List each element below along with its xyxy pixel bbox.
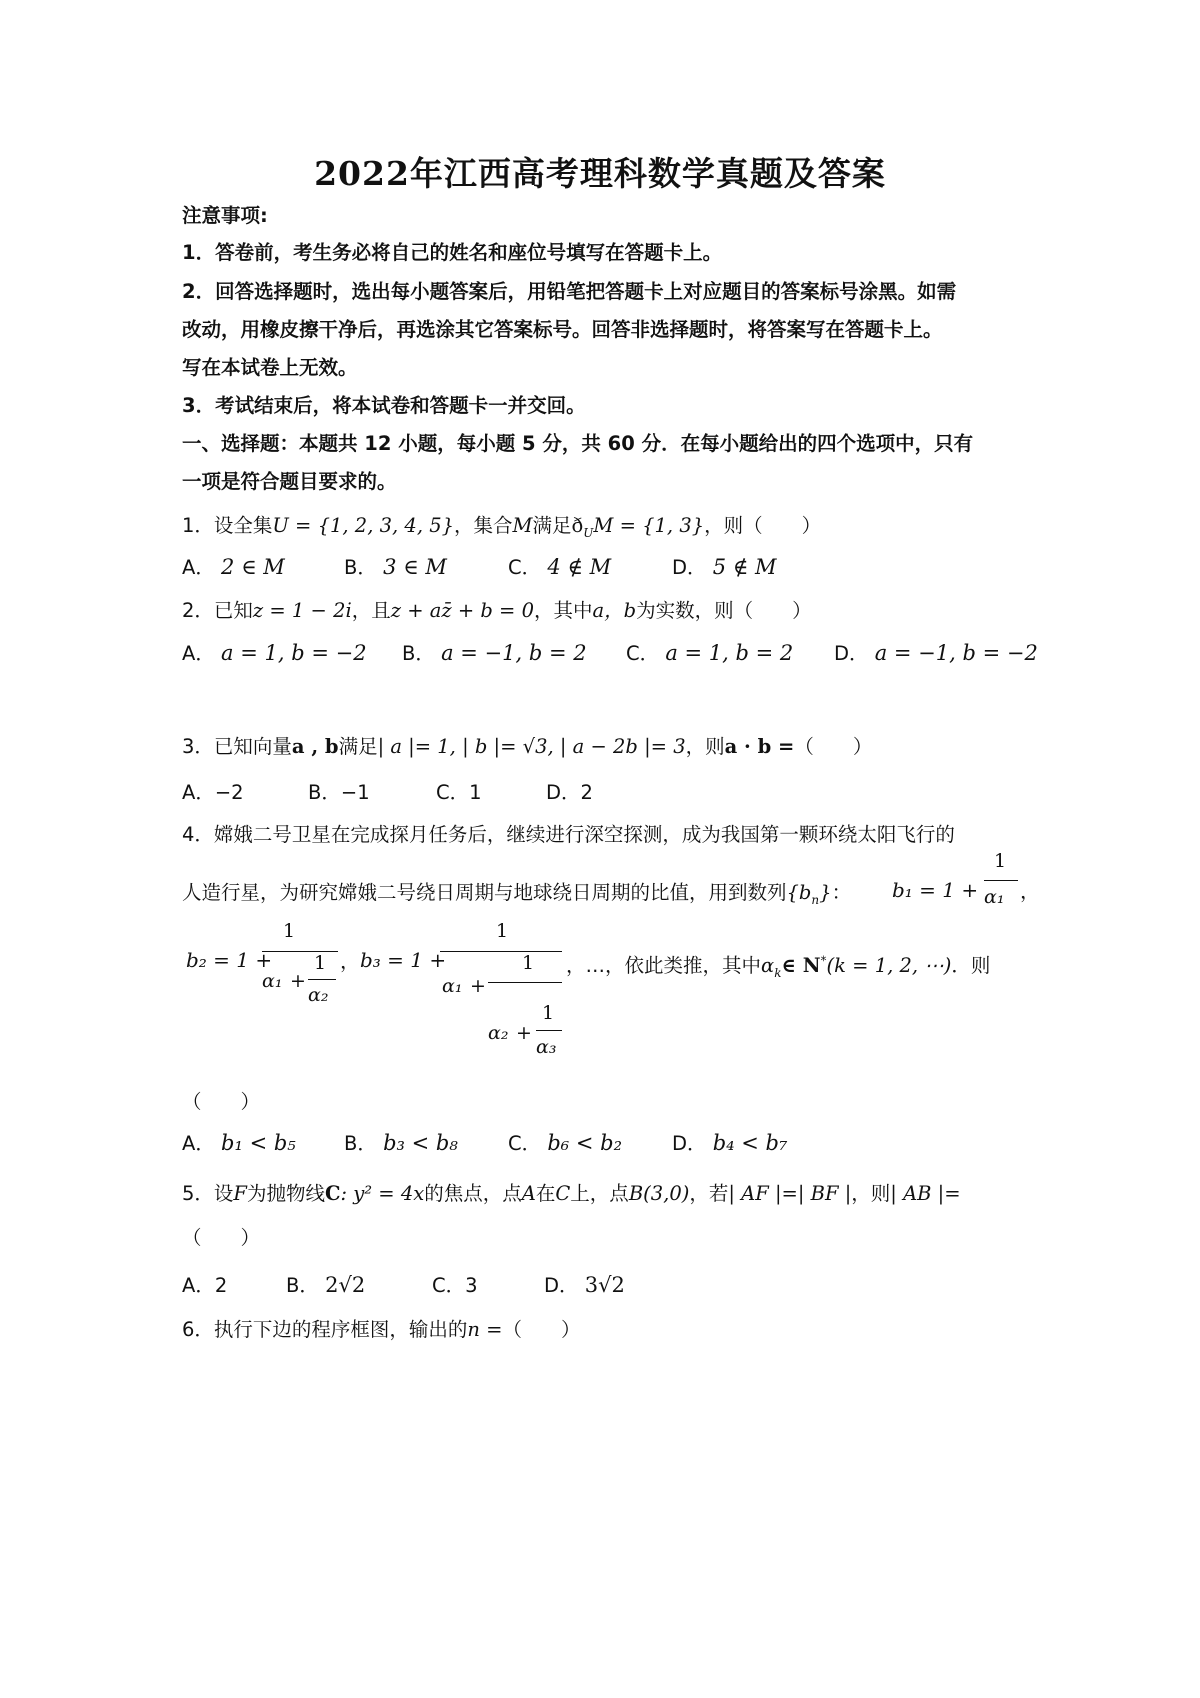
b2-fraction-bar <box>262 951 338 952</box>
b1-comma: ， <box>1020 879 1040 903</box>
q2-option-c: C． a = 1, b = 2 <box>626 641 794 665</box>
question-4-line1: 4．嫦娥二号卫星在完成探月任务后，继续进行深空探测，成为我国第一颗环绕太阳飞行的 <box>182 823 955 846</box>
b1-formula: b₁ = 1 + <box>892 878 979 902</box>
q1-option-d: D． 5 ∉ M <box>672 555 777 579</box>
q5-option-b: B． 2√2 <box>286 1273 366 1297</box>
notice-item-2-cont2: 写在本试卷上无效。 <box>182 356 358 379</box>
q1-option-c: C． 4 ∉ M <box>508 555 612 579</box>
notice-item-2: 2．回答选择题时，选出每小题答案后，用铅笔把答题卡上对应题目的答案标号涂黑。如需 <box>182 280 957 303</box>
question-6: 6．执行下边的程序框图，输出的n =（ ） <box>182 1318 581 1341</box>
q3-option-a: A．−2 <box>182 781 244 804</box>
q2-option-a: A． a = 1, b = −2 <box>182 641 367 665</box>
q1-option-b: B． 3 ∈ M <box>344 555 447 579</box>
b3-fraction-bar <box>440 951 562 952</box>
b1-denominator: α₁ <box>984 886 1005 908</box>
q4-option-c: C． b₆ < b₂ <box>508 1131 622 1155</box>
b3-inner-bar <box>536 1030 562 1031</box>
question-1: 1．设全集U = {1, 2, 3, 4, 5}，集合M满足$ð_UM = \{1$, 3}，则（ ） <box>182 514 822 540</box>
b3-formula: b₃ = 1 + <box>360 948 447 972</box>
question-3: 3．已知向量a , b满足| a |= 1, | b |= √3, | a − 2b |= 3，则a · b =（ ） <box>182 735 873 758</box>
notice-item-3: 3．考试结束后，将本试卷和答题卡一并交回。 <box>182 394 586 417</box>
q3-option-b: B．−1 <box>308 781 370 804</box>
b3-plus1: + <box>470 975 486 997</box>
page-title: 2022年江西高考理科数学真题及答案 <box>314 154 886 193</box>
b3-mid-bar <box>488 982 562 983</box>
notice-item-1: 1．答卷前，考生务必将自己的姓名和座位号填写在答题卡上。 <box>182 241 723 264</box>
b2-formula: b₂ = 1 + <box>186 948 273 972</box>
q5-option-c: C．3 <box>432 1274 478 1297</box>
question-4-line2: 人造行星，为研究嫦娥二号绕日周期与地球绕日周期的比值，用到数列$\{b_n\}$： <box>182 881 852 907</box>
b3-plus2: + <box>516 1022 532 1044</box>
q2-option-b: B． a = −1, b = 2 <box>402 641 587 665</box>
section-heading-line2: 一项是符合题目要求的。 <box>182 470 397 493</box>
complement-symbol: ð <box>571 514 584 537</box>
b2-alpha2: α₂ <box>308 984 329 1006</box>
b2-inner-bar <box>308 979 336 980</box>
question-4-line3: ，…，依此类推，其中$\alpha_k\in$ N*(k = 1, 2, ⋯)．则 <box>566 953 991 980</box>
b2-alpha1: α₁ <box>262 970 283 992</box>
q5-option-a: A．2 <box>182 1274 228 1297</box>
section-heading-line1: 一、选择题：本题共 12 小题，每小题 5 分，共 60 分．在每小题给出的四个选项中，只有 <box>182 432 974 455</box>
notice-item-2-cont: 改动，用橡皮擦干净后，再选涂其它答案标号。回答非选择题时，将答案写在答题卡上。 <box>182 318 943 341</box>
question-5: 5．设F为抛物线C: y² = 4x的焦点，点A在C上，点B(3,0)，若| AF |=| BF |，则| AB |= <box>182 1182 961 1205</box>
vector-condition: | a |= 1, | b |= √3, | a − 2b |= 3 <box>377 735 686 758</box>
q3-option-c: C．1 <box>436 781 482 804</box>
q2-option-d: D． a = −1, b = −2 <box>834 641 1038 665</box>
question-2: 2．已知z = 1 − 2i，且z + az̄ + b = 0，其中a，b为实数，则（ ） <box>182 599 812 622</box>
q1-option-a: A． 2 ∈ M <box>182 555 285 579</box>
b3-alpha2: α₂ <box>488 1022 509 1044</box>
question-5-paren: （ ） <box>182 1226 261 1249</box>
b1-fraction-bar <box>984 880 1018 881</box>
b2-comma: ， <box>340 949 360 973</box>
b3-alpha1: α₁ <box>442 975 463 997</box>
b3-inner-one: 1 <box>542 1002 555 1024</box>
q4-option-a: A． b₁ < b₅ <box>182 1131 296 1155</box>
q4-option-d: D． b₄ < b₇ <box>672 1131 788 1155</box>
question-4-paren: （ ） <box>182 1090 261 1113</box>
b2-inner-one: 1 <box>314 952 327 974</box>
q5-option-d: D． 3√2 <box>544 1273 625 1297</box>
b3-mid-one: 1 <box>522 952 535 974</box>
b2-plus: + <box>290 970 306 992</box>
b2-numerator: 1 <box>283 920 296 942</box>
set-u: U = {1, 2, 3, 4, 5} <box>272 514 455 537</box>
b1-numerator: 1 <box>994 850 1007 872</box>
q4-option-b: B． b₃ < b₈ <box>344 1131 458 1155</box>
b3-numerator: 1 <box>496 920 509 942</box>
b3-alpha3: α₃ <box>536 1036 557 1058</box>
q3-option-d: D．2 <box>546 781 593 804</box>
notice-heading: 注意事项: <box>182 204 268 227</box>
